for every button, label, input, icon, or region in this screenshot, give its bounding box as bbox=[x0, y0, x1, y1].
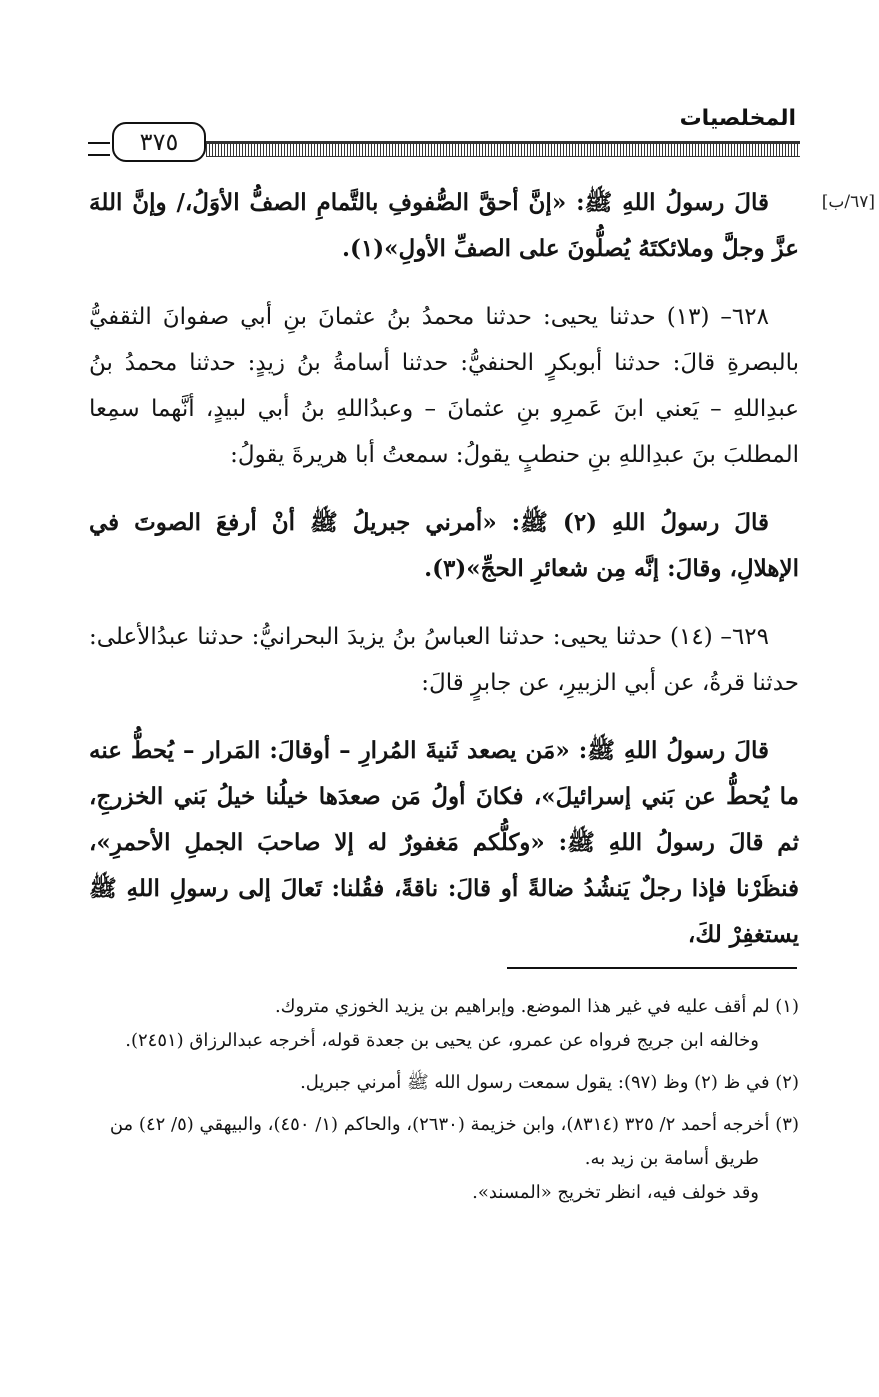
footnote-3-continuation: وقد خولف فيه، انظر تخريج «المسند». bbox=[472, 1182, 759, 1203]
header-rule bbox=[206, 141, 800, 157]
footnote-2: (٢) في ظ (٢) وظ (٩٧): يقول سمعت رسول الله ﷺ أمرني جبريل. bbox=[300, 1072, 799, 1093]
running-title: المخلصيات bbox=[679, 106, 796, 131]
manuscript-folio-marker: [٦٧/ب] bbox=[821, 192, 875, 212]
page-header bbox=[88, 104, 800, 166]
hadith-paragraph: قالَ رسولُ اللهِ ﷺ: «مَن يصعد ثَنيةَ المُرارِ – أوقالَ: المَرار – يُحطُّ عنه ما يُحطُّ عن بَني إسرائيلَ»، فكانَ أولُ مَن صعدَها خيلُنا خيلُ بَني الخزرجِ، ثم قالَ رسولُ اللهِ ﷺ: «وكلُّكم مَغفورٌ له إلا صاحبَ الجملِ الأحمرِ»، فنظَرْنا فإذا رجلٌ يَنشُدُ ضالةً أو قالَ: ناقةً، فقُلنا: تَعالَ إلى رسولِ اللهِ ﷺ يستغفِرْ لكَ، bbox=[89, 737, 799, 948]
footnote-1-continuation: وخالفه ابن جريج فرواه عن عمرو، عن يحيى بن جعدة قوله، أخرجه عبدالرزاق (٢٤٥١). bbox=[125, 1030, 759, 1051]
hadith-paragraph: قالَ رسولُ اللهِ ﷺ: «إنَّ أحقَّ الصُّفوفِ بالتَّمامِ الصفُّ الأوَلُ،/ وإنَّ اللهَ عزَّ وجلَّ وملائكتَهُ يُصلُّونَ على الصفِّ الأولِ»(١). bbox=[89, 189, 799, 262]
footnote-separator bbox=[507, 967, 797, 969]
header-rule-ornament-left bbox=[88, 142, 110, 156]
footnote-1: (١) لم أقف عليه في غير هذا الموضع. وإبراهيم بن يزيد الخوزي متروك. bbox=[274, 996, 799, 1017]
isnad-paragraph: ٦٢٩– (١٤) حدثنا يحيى: حدثنا العباسُ بنُ يزيدَ البحرانيُّ: حدثنا عبدُالأعلى: حدثنا قرةُ، عن أبي الزبيرِ، عن جابرٍ قالَ: bbox=[89, 624, 799, 696]
page-number: ٣٧٥ bbox=[112, 122, 206, 162]
hadith-paragraph: قالَ رسولُ اللهِ (٢) ﷺ: «أمرني جبريلُ ﷺ أنْ أرفعَ الصوتَ في الإهلالِ، وقالَ: إنَّه مِن شعائرِ الحجِّ»(٣). bbox=[89, 509, 799, 582]
footnote-3: (٣) أخرجه أحمد ٢/ ٣٢٥ (٨٣١٤)، وابن خزيمة (٢٦٣٠)، والحاكم (١/ ٤٥٠)، والبيهقي (٥/ ٤٢) من طريق أسامة بن زيد به. bbox=[109, 1114, 799, 1169]
footnotes bbox=[87, 990, 799, 1210]
isnad-paragraph: ٦٢٨– (١٣) حدثنا يحيى: حدثنا محمدُ بنُ عثمانَ بنِ أبي صفوانَ الثقفيُّ بالبصرةِ قالَ: حدثنا أبوبكرٍ الحنفيُّ: حدثنا أسامةُ بنُ زيدٍ: حدثنا محمدُ بنُ عبدِاللهِ – يَعني ابنَ عَمرِو بنِ عثمانَ – وعبدُاللهِ بنُ أبي لبيدٍ، أنَّهما سمِعا المطلبَ بنَ عبدِاللهِ بنِ حنطبٍ يقولُ: سمعتُ أبا هريرةَ يقولُ: bbox=[89, 304, 799, 468]
main-text bbox=[89, 180, 799, 958]
